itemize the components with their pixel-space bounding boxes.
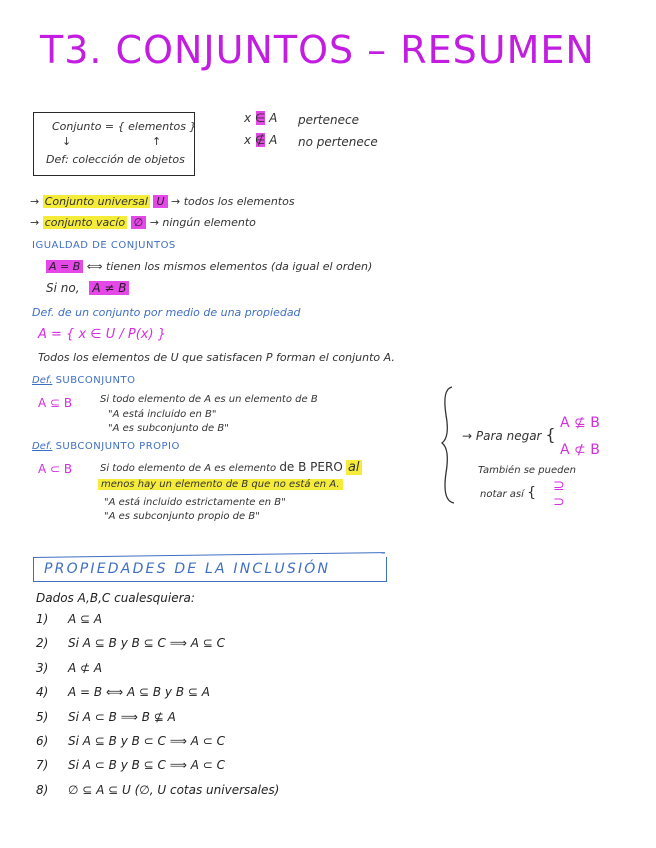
list-item xyxy=(36,612,279,636)
list-item xyxy=(36,734,279,758)
subset-line1: Si todo elemento de A es un elemento de B xyxy=(100,394,318,405)
equality-row xyxy=(46,260,372,273)
brace-small-icon: { xyxy=(545,425,556,444)
list-item-number: 6) xyxy=(36,733,49,748)
proper-subset-def-label: Def. xyxy=(32,441,53,452)
also-symbol-1: ⊇ xyxy=(553,478,565,494)
universal-row xyxy=(30,195,295,208)
arrow-icon: → xyxy=(30,195,40,208)
page-title: T3. CONJUNTOS – RESUMEN xyxy=(40,28,595,72)
negate-text: Para negar xyxy=(475,429,542,443)
belongs-formula: x ∈ A xyxy=(244,111,278,125)
list-item-number: 1) xyxy=(36,612,49,626)
also-symbol-2: ⊃ xyxy=(553,494,565,510)
list-item-text: Si A ⊂ B ⟹ B ⊈ A xyxy=(68,709,176,724)
inequality-formula: A ≠ B xyxy=(89,281,129,295)
proper-subset-heading xyxy=(32,441,180,452)
property-def-desc: Todos los elementos de U que satisfacen P forman el conjunto A. xyxy=(38,351,395,364)
subset-line2: "A está incluido en B" xyxy=(108,409,217,420)
empty-row xyxy=(30,216,256,229)
negate-label xyxy=(462,425,556,444)
list-item-text: Si A ⊆ B y B ⊂ C ⟹ A ⊂ C xyxy=(68,733,226,748)
list-item xyxy=(36,783,279,807)
list-item-text: A ⊄ A xyxy=(68,660,103,675)
subset-title: SUBCONJUNTO xyxy=(55,375,136,386)
not-belongs-formula: x ∉ A xyxy=(244,133,278,147)
up-arrow-icon: ↑ xyxy=(152,135,162,148)
equality-formula: A = B xyxy=(46,260,83,273)
curly-brace-icon xyxy=(438,385,468,505)
proper-subset-line3: "A está incluido estrictamente en B" xyxy=(104,497,286,508)
list-item xyxy=(36,685,279,709)
property-def-heading: Def. de un conjunto por medio de una propiedad xyxy=(32,306,301,319)
inclusion-list xyxy=(36,612,279,807)
list-item-number: 3) xyxy=(36,660,49,675)
list-item-text: Si A ⊆ B y B ⊆ C ⟹ A ⊆ C xyxy=(68,636,226,651)
negate-symbol-2: A ⊄ B xyxy=(560,442,600,458)
list-item xyxy=(36,710,279,734)
empty-label: conjunto vacío xyxy=(44,216,126,229)
definition-box-line2: Def: colección de objetos xyxy=(46,153,185,166)
inclusion-intro: Dados A,B,C cualesquiera: xyxy=(36,591,195,605)
list-item-text: A ⊆ A xyxy=(68,612,103,626)
list-item xyxy=(36,661,279,685)
arrow-icon: → xyxy=(30,216,40,229)
brace-small-icon: { xyxy=(527,485,537,501)
universal-symbol: U xyxy=(153,195,167,208)
empty-desc: → ningún elemento xyxy=(149,216,256,229)
also-text-2 xyxy=(480,485,536,501)
equality-desc: ⟺ tienen los mismos elementos (da igual el orden) xyxy=(86,260,373,273)
subset-line3: "A es subconjunto de B" xyxy=(108,423,229,434)
not-belongs-symbol xyxy=(244,133,277,147)
list-item xyxy=(36,758,279,782)
proper-subset-line1 xyxy=(100,460,362,475)
subset-def-label: Def. xyxy=(32,375,53,386)
list-item-number: 5) xyxy=(36,709,49,724)
universal-label: Conjunto universal xyxy=(44,195,148,208)
negate-arrow-icon: → xyxy=(462,429,473,443)
list-item-text: ∅ ⊆ A ⊆ U (∅, U cotas universales) xyxy=(68,782,280,797)
universal-desc: → todos los elementos xyxy=(171,195,295,208)
down-arrow-icon: ↓ xyxy=(62,135,72,148)
proper-subset-line1a: Si todo elemento de A es elemento xyxy=(100,463,277,474)
belongs-text: pertenece xyxy=(298,113,359,127)
proper-subset-line1b: de B PERO xyxy=(279,460,343,474)
also-text-1: También se pueden xyxy=(478,465,576,476)
list-item-text: A = B ⟺ A ⊆ B y B ⊆ A xyxy=(68,685,210,700)
proper-subset-line1c: al xyxy=(347,460,360,475)
subset-formula: A ⊆ B xyxy=(38,396,73,410)
definition-box-line1: Conjunto = { elementos } xyxy=(52,120,197,133)
proper-subset-line4: "A es subconjunto propio de B" xyxy=(104,511,260,522)
else-text: Si no, xyxy=(46,281,80,295)
list-item-number: 4) xyxy=(36,685,49,700)
list-item-number: 2) xyxy=(36,636,49,651)
list-item-number: 8) xyxy=(36,782,49,797)
empty-symbol: ∅ xyxy=(131,216,147,229)
list-item-number: 7) xyxy=(36,758,49,773)
inclusion-heading: PROPIEDADES DE LA INCLUSIÓN xyxy=(44,561,331,577)
property-def-formula: A = { x ∈ U / P(x) } xyxy=(38,327,166,342)
proper-subset-formula: A ⊂ B xyxy=(38,462,73,476)
proper-subset-line2: menos hay un elemento de B que no está en A. xyxy=(98,479,343,490)
proper-subset-title: SUBCONJUNTO PROPIO xyxy=(55,441,180,452)
not-belongs-text: no pertenece xyxy=(298,135,378,149)
negate-symbol-1: A ⊈ B xyxy=(560,415,600,431)
belongs-symbol xyxy=(244,111,277,125)
subset-heading xyxy=(32,375,136,386)
inequality-row xyxy=(46,281,129,295)
list-item-text: Si A ⊂ B y B ⊆ C ⟹ A ⊂ C xyxy=(68,758,226,773)
equality-heading: IGUALDAD DE CONJUNTOS xyxy=(32,240,176,251)
also-text-2-label: notar así xyxy=(480,489,524,500)
list-item xyxy=(36,636,279,660)
